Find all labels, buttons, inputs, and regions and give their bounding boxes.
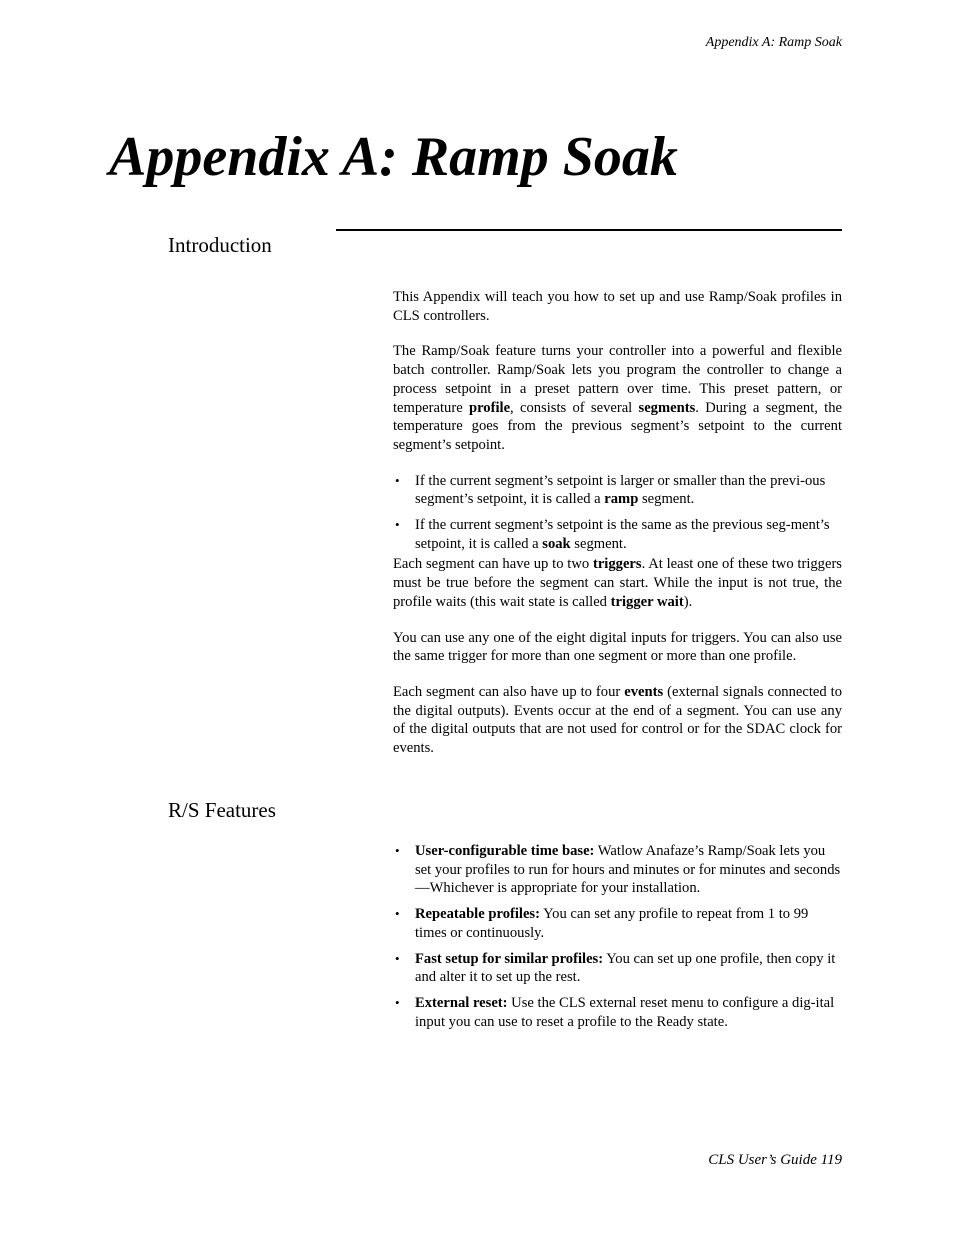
bullet-icon: • xyxy=(395,517,400,533)
running-header: Appendix A: Ramp Soak xyxy=(705,35,842,50)
text-run: If the current segment’s setpoint is larger or smaller than the previ-ous segment’s setpoint, it is called a xyxy=(415,472,826,508)
feature-item xyxy=(393,994,842,1031)
text-run: If the current segment’s setpoint is the same as the previous seg-ment’s setpoint, it is called a xyxy=(415,517,830,552)
bullet-icon: • xyxy=(395,906,400,922)
segment-type-list xyxy=(393,472,842,554)
features-body xyxy=(393,842,842,1038)
term-profile: profile xyxy=(468,399,511,416)
term-trigger-wait: trigger wait xyxy=(610,593,684,610)
features-heading: R/S Features xyxy=(168,798,276,822)
term-ramp: ramp xyxy=(604,491,639,508)
list-item-ramp xyxy=(393,472,842,509)
text-run: , consists of several xyxy=(510,399,639,416)
feature-text: Watlow Anafaze’s Ramp/Soak lets you set your profiles to run for hours and minutes or for minutes and seconds—Whichever is appropriate for your installation. xyxy=(415,843,841,897)
intro-paragraph-5 xyxy=(393,683,842,758)
feature-label: External reset: xyxy=(415,994,508,1011)
term-events: events xyxy=(624,683,664,700)
feature-item xyxy=(393,842,842,898)
text-run: (external signals connected to the digital outputs). Events occur at the end of a segment. You can use any of the digital outputs that are not used for control or for the SDAC clock for events. xyxy=(393,683,842,757)
text-run: . During a segment, the temperature goes from the previous segment’s setpoint to the current segment’s setpoint. xyxy=(393,399,842,453)
text-run: Each segment can also have up to four xyxy=(393,683,625,700)
text-run: . At least one of these two triggers must be true before the segment can start. While the input is not true, the profile waits (this wait state is called xyxy=(393,556,842,610)
features-list xyxy=(393,842,842,1031)
feature-text: You can set up one profile, then copy it and alter it to set up the rest. xyxy=(415,950,836,986)
chapter-title: Appendix A: Ramp Soak xyxy=(109,126,678,188)
feature-label: Repeatable profiles: xyxy=(415,906,540,923)
intro-paragraph-2 xyxy=(393,342,842,454)
text-run: segment. xyxy=(638,491,695,508)
term-segments: segments xyxy=(638,399,696,416)
feature-item xyxy=(393,950,842,987)
feature-label: Fast setup for similar profiles: xyxy=(415,950,604,967)
page-footer: CLS User’s Guide 119 xyxy=(708,1152,842,1168)
section-rule xyxy=(336,229,842,231)
bullet-icon: • xyxy=(395,472,400,488)
feature-text: Use the CLS external reset menu to configure a dig-ital input you can use to reset a profile to the Ready state. xyxy=(415,994,835,1030)
text-run: ). xyxy=(683,593,693,610)
list-item-soak xyxy=(393,516,842,553)
bullet-icon: • xyxy=(395,843,400,858)
feature-text: You can set any profile to repeat from 1 to 99 times or continuously. xyxy=(415,906,809,941)
feature-label: User-configurable time base: xyxy=(415,843,595,859)
feature-item xyxy=(393,905,842,942)
bullet-icon: • xyxy=(395,994,400,1010)
term-triggers: triggers xyxy=(592,556,642,573)
introduction-heading: Introduction xyxy=(168,233,272,257)
introduction-body xyxy=(393,288,842,775)
bullet-icon: • xyxy=(395,950,400,966)
intro-paragraph-4: You can use any one of the eight digital inputs for triggers. You can also use the same trigger for more than one segment or more than one profile. xyxy=(393,629,842,665)
text-run: Each segment can have up to two xyxy=(393,556,593,573)
intro-paragraph-3 xyxy=(393,555,842,611)
text-run: segment. xyxy=(570,535,627,552)
term-soak: soak xyxy=(542,535,571,552)
text-run: The Ramp/Soak feature turns your controller into a powerful and flexible batch controller. Ramp/Soak lets you program the controller to change a process setpoint in a preset pattern over time. This preset pattern, or temperature xyxy=(393,343,842,416)
intro-paragraph-1: This Appendix will teach you how to set up and use Ramp/Soak profiles in CLS controllers. xyxy=(393,289,842,324)
